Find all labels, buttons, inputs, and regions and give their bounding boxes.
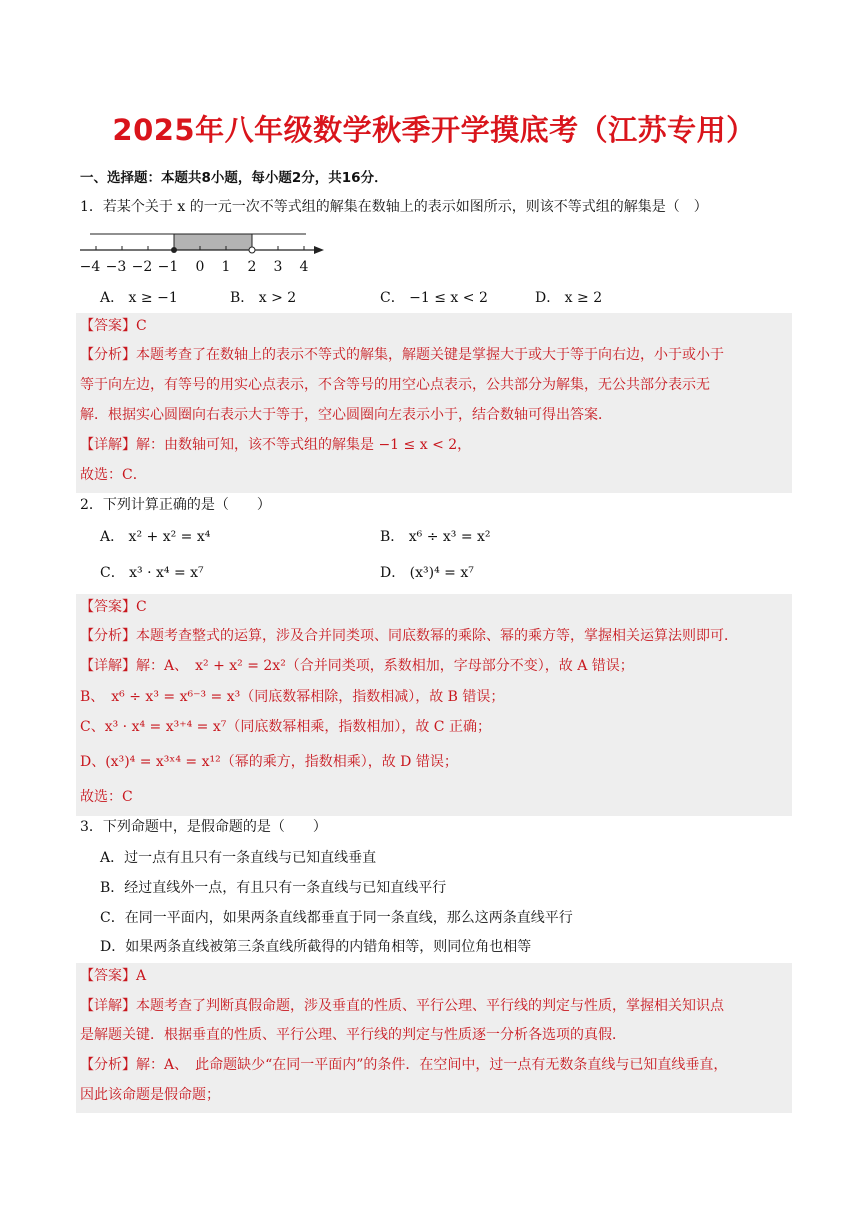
page-title: 2025年八年级数学秋季开学摸底考（江苏专用）	[112, 113, 756, 147]
q2-analysis: 【分析】本题考查整式的运算，涉及合并同类项、同底数幂的乘除、幂的乘方等，掌握相关运算法则即可．	[80, 628, 738, 644]
q3-answer: 【答案】A	[80, 968, 147, 984]
q2-detail-line: D、(x³)⁴ = x³ˣ⁴ = x¹²（幂的乘方，指数相乘），故 D 错误；	[80, 754, 458, 770]
q3-analysis-line: 因此该命题是假命题；	[80, 1087, 220, 1103]
q2-option-c[interactable]: C． x³ · x⁴ = x⁷	[100, 565, 204, 581]
q1-option-d[interactable]: D． x ≥ 2	[535, 290, 603, 306]
q3-option-c[interactable]: C．在同一平面内，如果两条直线都垂直于同一条直线，那么这两条直线平行	[100, 910, 573, 926]
tick-label: 3	[273, 259, 283, 275]
q3-option-a[interactable]: A．过一点有且只有一条直线与已知直线垂直	[100, 850, 377, 866]
q3-analysis-line: 【分析】解：A、 此命题缺少“在同一平面内”的条件．在空间中，过一点有无数条直线与已知直线垂直，	[80, 1057, 728, 1073]
tick-label: 2	[247, 259, 257, 275]
q2-answer: 【答案】C	[80, 599, 147, 615]
q2-option-a[interactable]: A． x² + x² = x⁴	[100, 529, 211, 545]
q1-option-c[interactable]: C． −1 ≤ x < 2	[380, 290, 488, 306]
q1-choose: 故选：C．	[80, 467, 147, 483]
number-line-figure	[76, 224, 336, 276]
q2-option-d[interactable]: D． (x³)⁴ = x⁷	[380, 565, 474, 581]
tick-label: −2	[131, 259, 153, 275]
q1-analysis-line: 解．根据实心圆圈向右表示大于等于，空心圆圈向左表示小于，结合数轴可得出答案．	[80, 407, 612, 423]
q1-answer: 【答案】C	[80, 318, 147, 334]
q3-option-b[interactable]: B．经过直线外一点，有且只有一条直线与已知直线平行	[100, 880, 447, 896]
hollow-point	[249, 247, 255, 253]
q1-analysis-line: 【分析】本题考查了在数轴上的表示不等式的解集，解题关键是掌握大于或大于等于向右边，小于或小于	[80, 347, 724, 363]
q1-answer-box	[76, 313, 792, 493]
tick-label: 4	[299, 259, 309, 275]
tick-label: 0	[195, 259, 205, 275]
solid-point	[171, 247, 177, 253]
tick-label: −1	[157, 259, 179, 275]
tick-label: −4	[79, 259, 101, 275]
q2-choose: 故选：C	[80, 789, 133, 805]
q2-option-b[interactable]: B． x⁶ ÷ x³ = x²	[380, 529, 491, 545]
q3-option-d[interactable]: D．如果两条直线被第三条直线所截得的内错角相等，则同位角也相等	[100, 939, 532, 955]
q2-detail-line: 【详解】解：A、 x² + x² = 2x²（合并同类项，系数相加，字母部分不变），故 A 错误；	[80, 658, 634, 674]
q2-stem: 2．下列计算正确的是（ ）	[80, 497, 271, 513]
section-heading: 一、选择题：本题共8小题，每小题2分，共16分．	[80, 170, 388, 186]
q1-detail: 【详解】解：由数轴可知，该不等式组的解集是 −1 ≤ x < 2，	[80, 437, 472, 453]
q2-detail-line: C、x³ · x⁴ = x³⁺⁴ = x⁷（同底数幂相乘，指数相加），故 C 正确；	[80, 719, 491, 735]
q1-option-b[interactable]: B． x > 2	[230, 290, 297, 306]
solution-shading	[174, 234, 252, 250]
q2-detail-line: B、 x⁶ ÷ x³ = x⁶⁻³ = x³（同底数幂相除，指数相减），故 B 错误；	[80, 689, 505, 705]
q1-option-a[interactable]: A． x ≥ −1	[100, 290, 178, 306]
q3-stem: 3．下列命题中，是假命题的是（ ）	[80, 819, 327, 835]
q1-stem: 1．若某个关于 x 的一元一次不等式组的解集在数轴上的表示如图所示，则该不等式组的解集是（ ）	[80, 199, 708, 215]
q3-detail-line: 是解题关键．根据垂直的性质、平行公理、平行线的判定与性质逐一分析各选项的真假．	[80, 1027, 626, 1043]
tick-label: 1	[221, 259, 231, 275]
tick-label: −3	[105, 259, 127, 275]
arrow-icon	[314, 246, 324, 254]
q3-detail-line: 【详解】本题考查了判断真假命题，涉及垂直的性质、平行公理、平行线的判定与性质，掌握相关知识点	[80, 998, 724, 1014]
q1-analysis-line: 等于向左边，有等号的用实心点表示，不含等号的用空心点表示，公共部分为解集，无公共部分表示无	[80, 377, 710, 393]
